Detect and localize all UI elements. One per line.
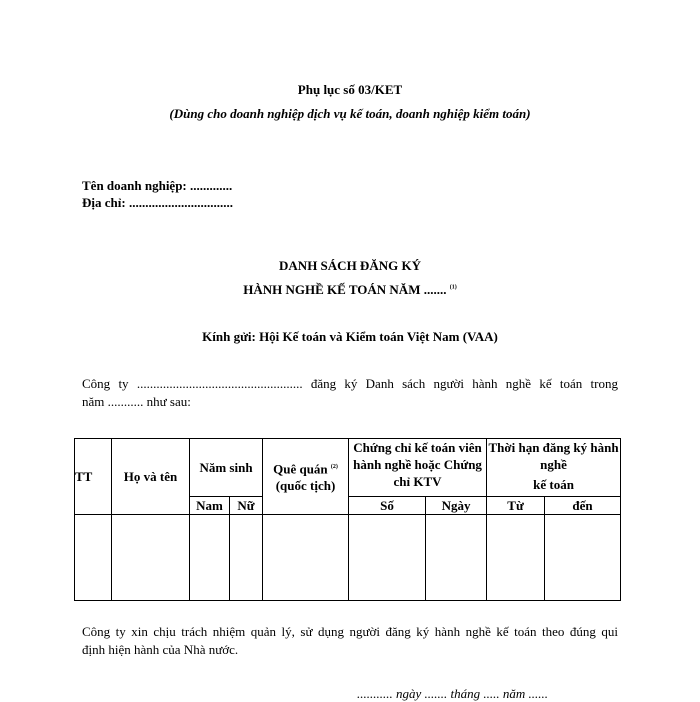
title-year-text: HÀNH NGHỀ KẾ TOÁN NĂM ....... [243,282,447,297]
cell-cert-number [349,515,426,601]
document-title-line1: DANH SÁCH ĐĂNG KÝ [279,258,421,273]
header-tt: TT [75,439,112,515]
cell-hometown [263,515,349,601]
footer-line2: định hiện hành của Nhà nước. [82,642,239,657]
header-registration-term [487,439,621,497]
date-line: ........... ngày ....... tháng ..... năm ...... [357,686,549,701]
cell-female [230,515,263,601]
header-term-to: đến [545,497,621,515]
term-label-line2: kế toán [533,477,574,492]
header-female: Nữ [230,497,263,515]
document-subtitle: (Dùng cho doanh nghiệp dịch vụ kế toán, doanh nghiệp kiểm toán) [169,106,531,121]
hometown-label: Quê quán [273,461,328,477]
intro-line1: Công ty ................................................... đăng ký Danh sách người hành nghề kế toán trong [82,376,618,391]
footnote-marker-2: (2) [330,463,338,470]
cell-full-name [112,515,190,601]
header-term-from: Từ [487,497,545,515]
cell-term-to [545,515,621,601]
registration-table [74,438,621,601]
document-title-line2 [0,282,700,298]
header-cert-date: Ngày [426,497,487,515]
company-name-line: Tên doanh nghiệp: ............. [82,178,233,193]
intro-line2: năm ........... như sau: [82,394,191,409]
cell-tt [75,515,112,601]
header-cert-number: Số [349,497,426,515]
footer-line1: Công ty xin chịu trách nhiệm quản lý, sử dụng người đăng ký hành nghề kế toán theo đúng qui [82,624,618,639]
header-certificate: Chứng chỉ kế toán viên hành nghề hoặc Chứng chỉ KTV [349,439,487,497]
header-male: Nam [190,497,230,515]
header-birth-year: Năm sinh [190,439,263,497]
cell-cert-date [426,515,487,601]
cell-male [190,515,230,601]
nationality-label: (quốc tịch) [275,478,336,494]
header-hometown [263,439,349,515]
term-label-line1: Thời hạn đăng ký hành nghề [488,440,619,472]
company-address-line: Địa chỉ: ................................ [82,195,233,210]
header-full-name: Họ và tên [112,439,190,515]
footnote-marker-1: (1) [449,284,457,291]
table-row [75,515,621,601]
cell-term-from [487,515,545,601]
appendix-number: Phụ lục số 03/KET [297,82,403,97]
recipient-line: Kính gửi: Hội Kế toán và Kiểm toán Việt Nam (VAA) [202,329,498,344]
